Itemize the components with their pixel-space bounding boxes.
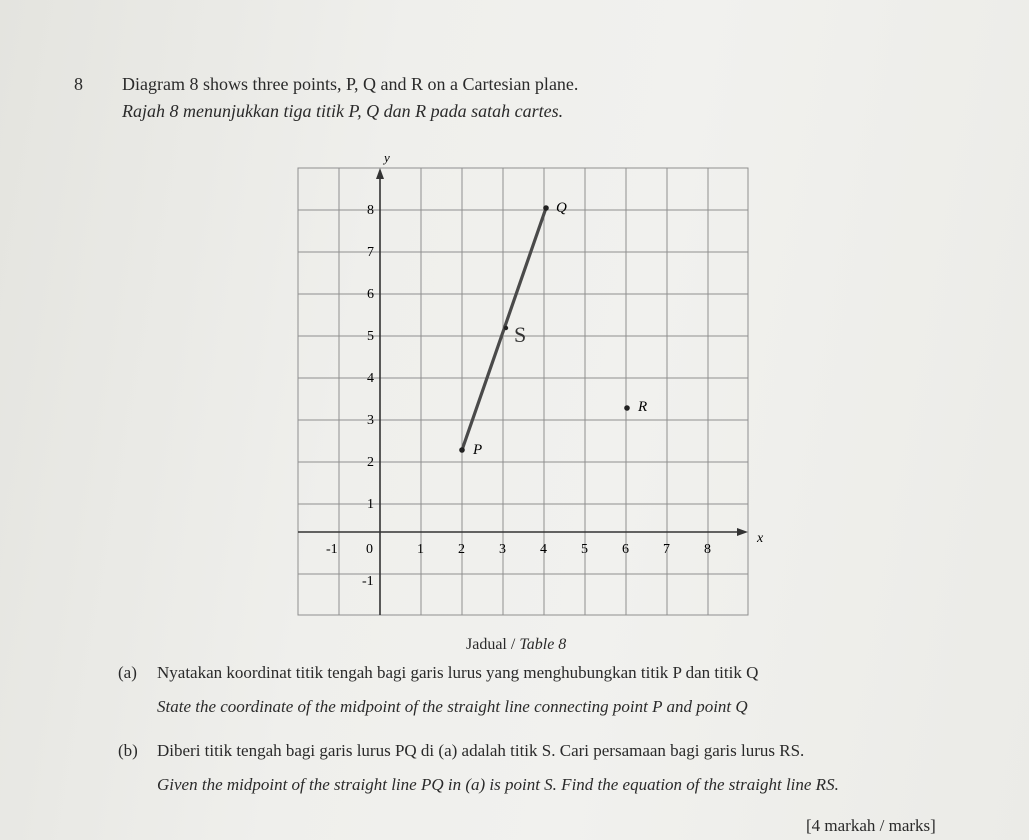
part-a-label: (a) [118, 663, 137, 682]
y-tick-label: 7 [367, 245, 374, 260]
x-axis-label: x [757, 531, 764, 546]
x-tick-label: -1 [326, 542, 338, 557]
x-tick-label: 1 [417, 542, 424, 557]
x-tick-label: 0 [366, 542, 373, 557]
x-tick-label: 4 [540, 542, 547, 557]
y-tick-label: 5 [367, 329, 374, 344]
point-s-mark [504, 326, 508, 330]
part-b-english: Given the midpoint of the straight line PQ in (a) is point S. Find the equation of the straight line RS. [157, 775, 839, 794]
x-tick-label: 8 [704, 542, 711, 557]
y-tick-label: 1 [367, 497, 374, 512]
point-r [624, 405, 630, 411]
y-tick-label: 4 [367, 371, 374, 386]
y-tick-label: -1 [362, 574, 374, 589]
part-b-label: (b) [118, 741, 138, 760]
question-intro-malay: Rajah 8 menunjukkan tiga titik P, Q dan R pada satah cartes. [122, 101, 564, 121]
y-axis-arrow [376, 168, 384, 179]
point-p-label: P [473, 442, 483, 458]
x-tick-label: 6 [622, 542, 629, 557]
x-tick-label: 7 [663, 542, 670, 557]
marks-allocation: [4 markah / marks] [806, 816, 936, 835]
question-number: 8 [74, 74, 83, 94]
y-tick-label: 2 [367, 455, 374, 470]
x-tick-labels [326, 542, 711, 557]
y-axis-label: y [384, 150, 390, 165]
x-tick-label: 2 [458, 542, 465, 557]
point-p [459, 447, 465, 453]
question-intro-english: Diagram 8 shows three points, P, Q and R on a Cartesian plane. [122, 74, 579, 94]
point-q-label: Q [556, 200, 567, 216]
y-tick-label: 8 [367, 203, 374, 218]
x-tick-label: 5 [581, 542, 588, 557]
segment-pq [462, 208, 546, 450]
part-a-english: State the coordinate of the midpoint of the straight line connecting point P and point Q [157, 697, 748, 716]
x-tick-label: 3 [499, 542, 506, 557]
part-b-malay: Diberi titik tengah bagi garis lurus PQ di (a) adalah titik S. Cari persamaan bagi garis lurus RS. [157, 741, 805, 760]
x-axis-arrow [737, 528, 748, 536]
diagram-caption: Jadual / Table 8 [466, 636, 567, 653]
point-r-label: R [638, 399, 648, 415]
point-q [543, 205, 549, 211]
y-tick-label: 6 [367, 287, 374, 302]
part-a-malay: Nyatakan koordinat titik tengah bagi garis lurus yang menghubungkan titik P dan titik Q [157, 663, 759, 682]
handwritten-s-label: S [514, 322, 527, 347]
y-tick-label: 3 [367, 413, 374, 428]
y-tick-labels [362, 203, 374, 589]
